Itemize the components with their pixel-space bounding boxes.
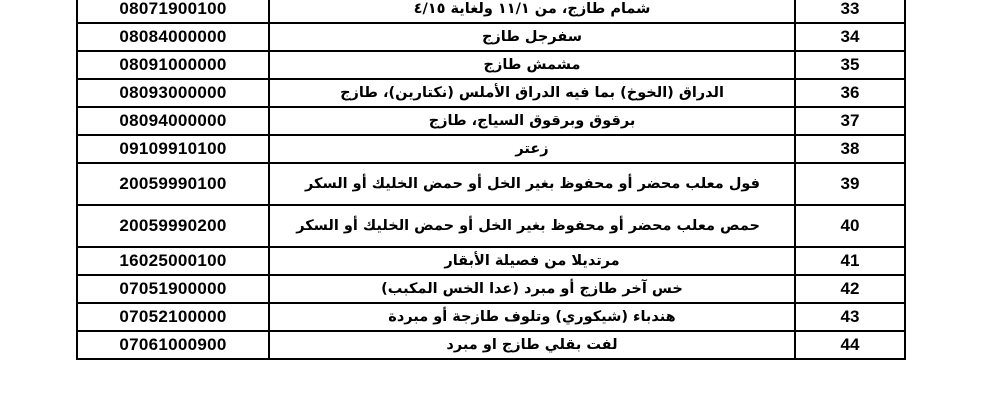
tariff-code-cell: 08084000000 [77, 23, 269, 51]
tariff-table [76, 0, 906, 360]
row-number-cell: 33 [795, 0, 905, 23]
tariff-code-cell: 20059990200 [77, 205, 269, 247]
table-row [77, 163, 905, 205]
table-row [77, 79, 905, 107]
row-number-cell: 42 [795, 275, 905, 303]
row-number-cell: 34 [795, 23, 905, 51]
description-cell: سفرجل طازج [269, 23, 795, 51]
table-row [77, 275, 905, 303]
row-number-cell: 36 [795, 79, 905, 107]
tariff-code-cell: 08093000000 [77, 79, 269, 107]
description-cell: خس آخر طازج أو مبرد (عدا الخس المكبب) [269, 275, 795, 303]
table-row [77, 205, 905, 247]
tariff-code-cell: 08094000000 [77, 107, 269, 135]
tariff-code-cell: 07061000900 [77, 331, 269, 359]
description-cell: هندباء (شيكوري) وتلوف طازجة أو مبردة [269, 303, 795, 331]
tariff-code-cell: 16025000100 [77, 247, 269, 275]
tariff-table-wrapper [76, 0, 906, 360]
table-row [77, 23, 905, 51]
row-number-cell: 35 [795, 51, 905, 79]
table-row [77, 135, 905, 163]
tariff-code-cell: 07051900000 [77, 275, 269, 303]
row-number-cell: 37 [795, 107, 905, 135]
description-cell: برقوق وبرقوق السياج، طازج [269, 107, 795, 135]
tariff-code-cell: 08091000000 [77, 51, 269, 79]
table-row [77, 331, 905, 359]
description-cell: لفت بقلي طازج او مبرد [269, 331, 795, 359]
table-row [77, 107, 905, 135]
row-number-cell: 40 [795, 205, 905, 247]
description-cell: مشمش طازج [269, 51, 795, 79]
row-number-cell: 41 [795, 247, 905, 275]
table-row [77, 51, 905, 79]
row-number-cell: 39 [795, 163, 905, 205]
tariff-code-cell: 20059990100 [77, 163, 269, 205]
row-number-cell: 43 [795, 303, 905, 331]
description-cell: الدراق (الخوخ) بما فيه الدراق الأملس (نكتارين)، طازج [269, 79, 795, 107]
row-number-cell: 38 [795, 135, 905, 163]
row-number-cell: 44 [795, 331, 905, 359]
description-cell: زعتر [269, 135, 795, 163]
description-cell: شمام طازج، من ١١/١ ولغاية ٤/١٥ [269, 0, 795, 23]
description-cell: فول معلب محضر أو محفوظ بغير الخل أو حمض الخليك أو السكر [269, 163, 795, 205]
table-row [77, 247, 905, 275]
description-cell: مرتديلا من فصيلة الأبقار [269, 247, 795, 275]
table-row [77, 303, 905, 331]
table-row [77, 0, 905, 23]
tariff-code-cell: 07052100000 [77, 303, 269, 331]
description-cell: حمص معلب محضر أو محفوظ بغير الخل أو حمض الخليك أو السكر [269, 205, 795, 247]
tariff-code-cell: 09109910100 [77, 135, 269, 163]
tariff-code-cell: 08071900100 [77, 0, 269, 23]
